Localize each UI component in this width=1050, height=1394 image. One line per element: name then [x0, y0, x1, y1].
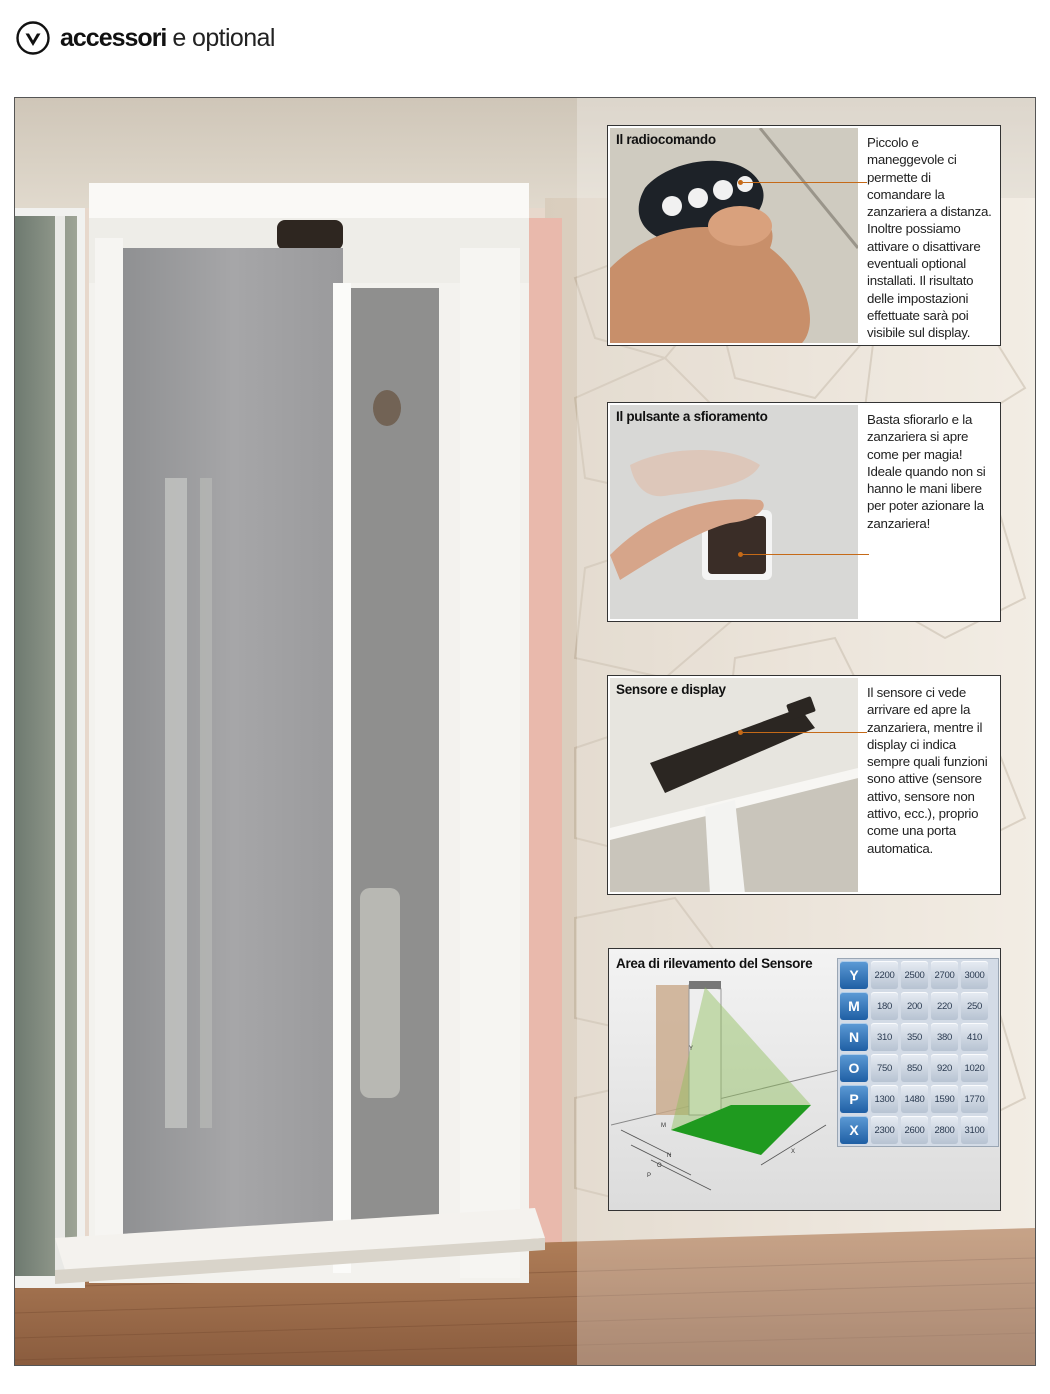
label-m: M	[661, 1123, 666, 1129]
table-cell: 2700	[931, 961, 958, 989]
feature-card-pulsante	[607, 402, 1001, 622]
table-cell: 410	[961, 1023, 988, 1051]
feature-title: Il radiocomando	[616, 132, 716, 147]
label-o: O	[657, 1163, 662, 1169]
row-label: Y	[840, 961, 868, 989]
sensor-area-card	[608, 948, 1001, 1211]
feature-description: Basta sfiorarlo e la zanzariera si apre come per magia! Ideale quando non si hanno le mani libere per poter azionare la zanzariera!	[867, 412, 986, 531]
chevron-down-circle-icon	[16, 21, 50, 55]
table-cell: 2800	[931, 1116, 958, 1144]
table-cell: 2600	[901, 1116, 928, 1144]
label-n: N	[667, 1153, 672, 1159]
table-cell: 750	[871, 1054, 898, 1082]
row-label: M	[840, 992, 868, 1020]
label-x: X	[791, 1149, 796, 1155]
feature-description: Il sensore ci vede arrivare ed apre la zanzariera, mentre il display ci indica sempre quali funzioni sono attive (sensore attivo, sensore non attivo, ecc.), proprio come una porta automatica.	[867, 685, 988, 856]
touch-button-photo	[610, 405, 858, 619]
row-label: O	[840, 1054, 868, 1082]
table-cell: 1300	[871, 1085, 898, 1113]
row-label: X	[840, 1116, 868, 1144]
label-p: P	[647, 1173, 652, 1179]
feature-description: Piccolo e maneggevole ci permette di comandare la zanzariera a distanza. Inoltre possiamo attivare o disattivare eventuali optional installati. Il risultato delle impostazioni effettuate sarà poi visibile sul display.	[867, 135, 992, 341]
row-label: P	[840, 1085, 868, 1113]
table-cell: 310	[871, 1023, 898, 1051]
table-cell: 2300	[871, 1116, 898, 1144]
table-cell: 180	[871, 992, 898, 1020]
label-y: Y	[689, 1046, 694, 1052]
table-cell: 380	[931, 1023, 958, 1051]
table-cell: 200	[901, 992, 928, 1020]
table-cell: 2200	[871, 961, 898, 989]
table-cell: 1020	[961, 1054, 988, 1082]
leader-line	[743, 554, 869, 555]
feature-title: Sensore e display	[616, 682, 726, 697]
feature-card-radiocomando	[607, 125, 1001, 346]
page-header	[16, 20, 275, 56]
leader-line	[743, 732, 867, 733]
table-cell: 3100	[961, 1116, 988, 1144]
table-cell: 350	[901, 1023, 928, 1051]
sensor-values-table	[837, 958, 999, 1147]
table-cell: 250	[961, 992, 988, 1020]
table-cell: 2500	[901, 961, 928, 989]
row-label: N	[840, 1023, 868, 1051]
table-cell: 1770	[961, 1085, 988, 1113]
table-cell: 1590	[931, 1085, 958, 1113]
table-cell: 220	[931, 992, 958, 1020]
detection-diagram	[611, 975, 839, 1210]
sensor-area-title: Area di rilevamento del Sensore	[616, 956, 813, 971]
leader-line	[743, 182, 867, 183]
page-title: accessori e optional	[60, 23, 275, 52]
table-cell: 920	[931, 1054, 958, 1082]
table-cell: 1480	[901, 1085, 928, 1113]
feature-card-sensore	[607, 675, 1001, 895]
feature-title: Il pulsante a sfioramento	[616, 409, 768, 424]
sensor-display-photo	[610, 678, 858, 892]
remote-control-photo	[610, 128, 858, 343]
table-cell: 3000	[961, 961, 988, 989]
table-cell: 850	[901, 1054, 928, 1082]
